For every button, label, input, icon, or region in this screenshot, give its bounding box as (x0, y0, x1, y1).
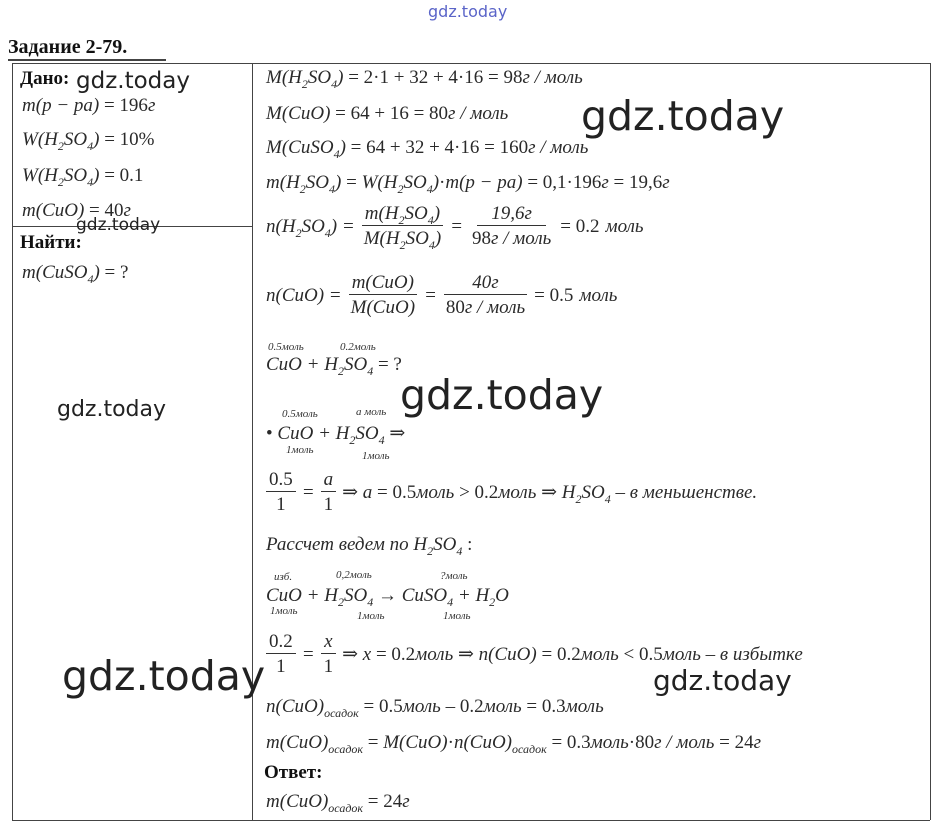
coefficient-label: 1моль (270, 605, 298, 617)
amount-label: а моль (356, 406, 387, 418)
reaction-1: CuO + $H_2SO_4$ = ? (266, 354, 402, 378)
amount-label: изб. (274, 571, 293, 583)
amount-label: ?моль (440, 570, 468, 582)
table-right-border (930, 63, 931, 820)
coefficient-label: 1моль (443, 610, 471, 622)
given-row: m(p − pa) = 196г (22, 95, 156, 116)
find-heading: Найти: (20, 232, 82, 253)
watermark: gdz.today (400, 371, 604, 419)
solution-line-5: $n(H_2SO_4)$ = $\frac{m(H_2SO_4)}{M(H_2SO_4)}$ = $\frac{19,6г}{\text{98г / моль}}$ = 0.2 моль (266, 203, 644, 252)
table-bottom-border (12, 820, 930, 821)
watermark: gdz.today (62, 652, 266, 700)
amount-label: 0.5моль (268, 341, 304, 353)
coefficient-label: 1моль (362, 450, 390, 462)
solution-line-9: $\frac{0.2}{1}$ = $\frac{x}{1}$ ⇒ x = 0.2моль ⇒ n(CuO) = 0.2моль < 0.5моль – в избытке (266, 632, 803, 676)
table-divider (252, 63, 253, 820)
find-row: m(CuSO$_4$) = ? (22, 262, 129, 286)
watermark: gdz.today (653, 664, 792, 697)
solution-line-1: $M(H_2SO_4) = 2\cdot 1 + 32 + 4\cdot 16 = 98г$ / моль (266, 67, 583, 91)
watermark: gdz.today (57, 397, 167, 422)
title-underline (8, 59, 166, 61)
solution-line-4: $m(H_2SO_4) = W(H_2SO_4)\cdot m(p - pa) = 0,1\cdot 196г = 19,6г$ (266, 172, 670, 196)
watermark: gdz.today (76, 68, 190, 94)
coefficient-label: 1моль (286, 444, 314, 456)
solution-line-2: M(CuO) = 64 + 16 = 80г / моль (266, 103, 509, 124)
amount-label: 0.5моль (282, 408, 318, 420)
given-row: $W(H_2SO_4) = 0.1$ (22, 165, 144, 189)
given-row: m(CuO) = 40г (22, 200, 131, 221)
coefficient-label: 1моль (357, 610, 385, 622)
amount-label: 0,2моль (336, 569, 372, 581)
watermark-top: gdz.today (428, 2, 508, 21)
reaction-2: • CuO + $H_2SO_4$ ⇒ (266, 423, 406, 447)
given-heading: Дано: (20, 68, 70, 89)
watermark: gdz.today (581, 92, 785, 140)
watermark: gdz.today (76, 215, 161, 235)
solution-line-7: $\frac{0.5}{1}$ = $\frac{a}{1}$ ⇒ a = 0.5моль > 0.2моль ⇒ $H_2SO_4$ – в меньшенстве. (266, 470, 757, 514)
answer-heading: Ответ: (264, 762, 323, 783)
task-title: Задание 2-79. (8, 36, 128, 58)
solution-line-10: $n(CuO)_{осадок}$ = 0.5моль – 0.2моль = 0.3моль (266, 696, 604, 720)
table-top-border (12, 63, 930, 64)
amount-label: 0.2моль (340, 341, 376, 353)
answer-value: $m(CuO)_{осадок} = 24г$ (266, 791, 410, 815)
solution-line-3: M(CuSO$_4$) = 64 + 32 + 4·16 = 160г / моль (266, 137, 589, 161)
given-row: $W(H_2SO_4) = 10\%$ (22, 129, 155, 153)
reaction-3: CuO + $H_2SO_4$ → CuSO$_4$ + $H_2O$ (266, 585, 509, 609)
solution-line-6: n(CuO) = $\frac{\text{m(CuO)}}{\text{M(CuO)}}$ = $\frac{40г}{\text{80г / моль}}$ = 0.5 моль (266, 272, 618, 318)
solution-line-8: Рассчет ведем по $H_2SO_4$ : (266, 534, 473, 558)
table-left-border (12, 63, 13, 820)
solution-line-11: $m(CuO)_{осадок} = M(CuO)\cdot n(CuO)_{осадок}$ = 0.3моль·80г / моль = 24г (266, 732, 762, 756)
